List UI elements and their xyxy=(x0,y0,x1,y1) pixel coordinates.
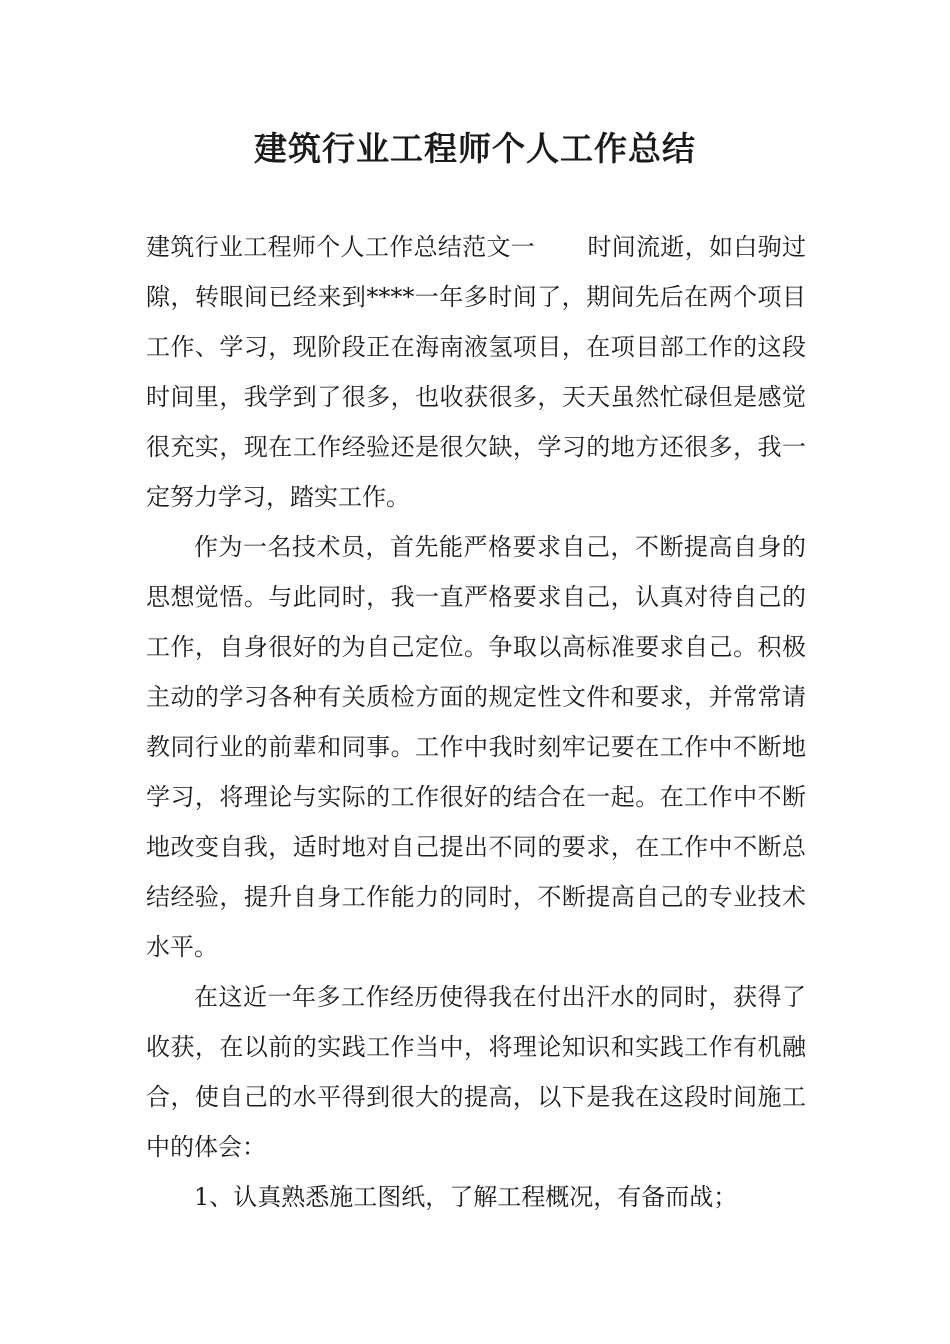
intro-rest: 时间流逝，如白驹过隙，转眼间已经来到****一年多时间了，期间先后在两个项目工作、学习，现阶段正在海南液氢项目，在项目部工作的这段时间里，我学到了很多，也收获很多，天天虽然忙碌但是感觉很充实，现在工作经验还是很欠缺，学习的地方还很多，我一定努力学习，踏实工作。 xyxy=(146,233,807,511)
paragraph-technician: 作为一名技术员，首先能严格要求自己，不断提高自身的思想觉悟。与此同时，我一直严格要求自己，认真对待自己的工作，自身很好的为自己定位。争取以高标准要求自己。积极主动的学习各种有关质检方面的规定性文件和要求，并常常请教同行业的前辈和同事。工作中我时刻牢记要在工作中不断地学习，将理论与实际的工作很好的结合在一起。在工作中不断地改变自我，适时地对自己提出不同的要求，在工作中不断总结经验，提升自身工作能力的同时，不断提高自己的专业技术水平。 xyxy=(146,533,806,961)
paragraph-experience: 在这近一年多工作经历使得我在付出汗水的同时，获得了收获，在以前的实践工作当中，将理论知识和实践工作有机融合，使自己的水平得到很大的提高，以下是我在这段时间施工中的体会： xyxy=(146,983,806,1161)
list-item-1: 1、认真熟悉施工图纸，了解工程概况，有备而战； xyxy=(194,1183,738,1211)
intro-lead: 建筑行业工程师个人工作总结范文一 xyxy=(146,233,536,261)
document-body xyxy=(146,222,806,1222)
intro-paragraph xyxy=(146,222,806,522)
document-title: 建筑行业工程师个人工作总结 xyxy=(254,129,696,168)
